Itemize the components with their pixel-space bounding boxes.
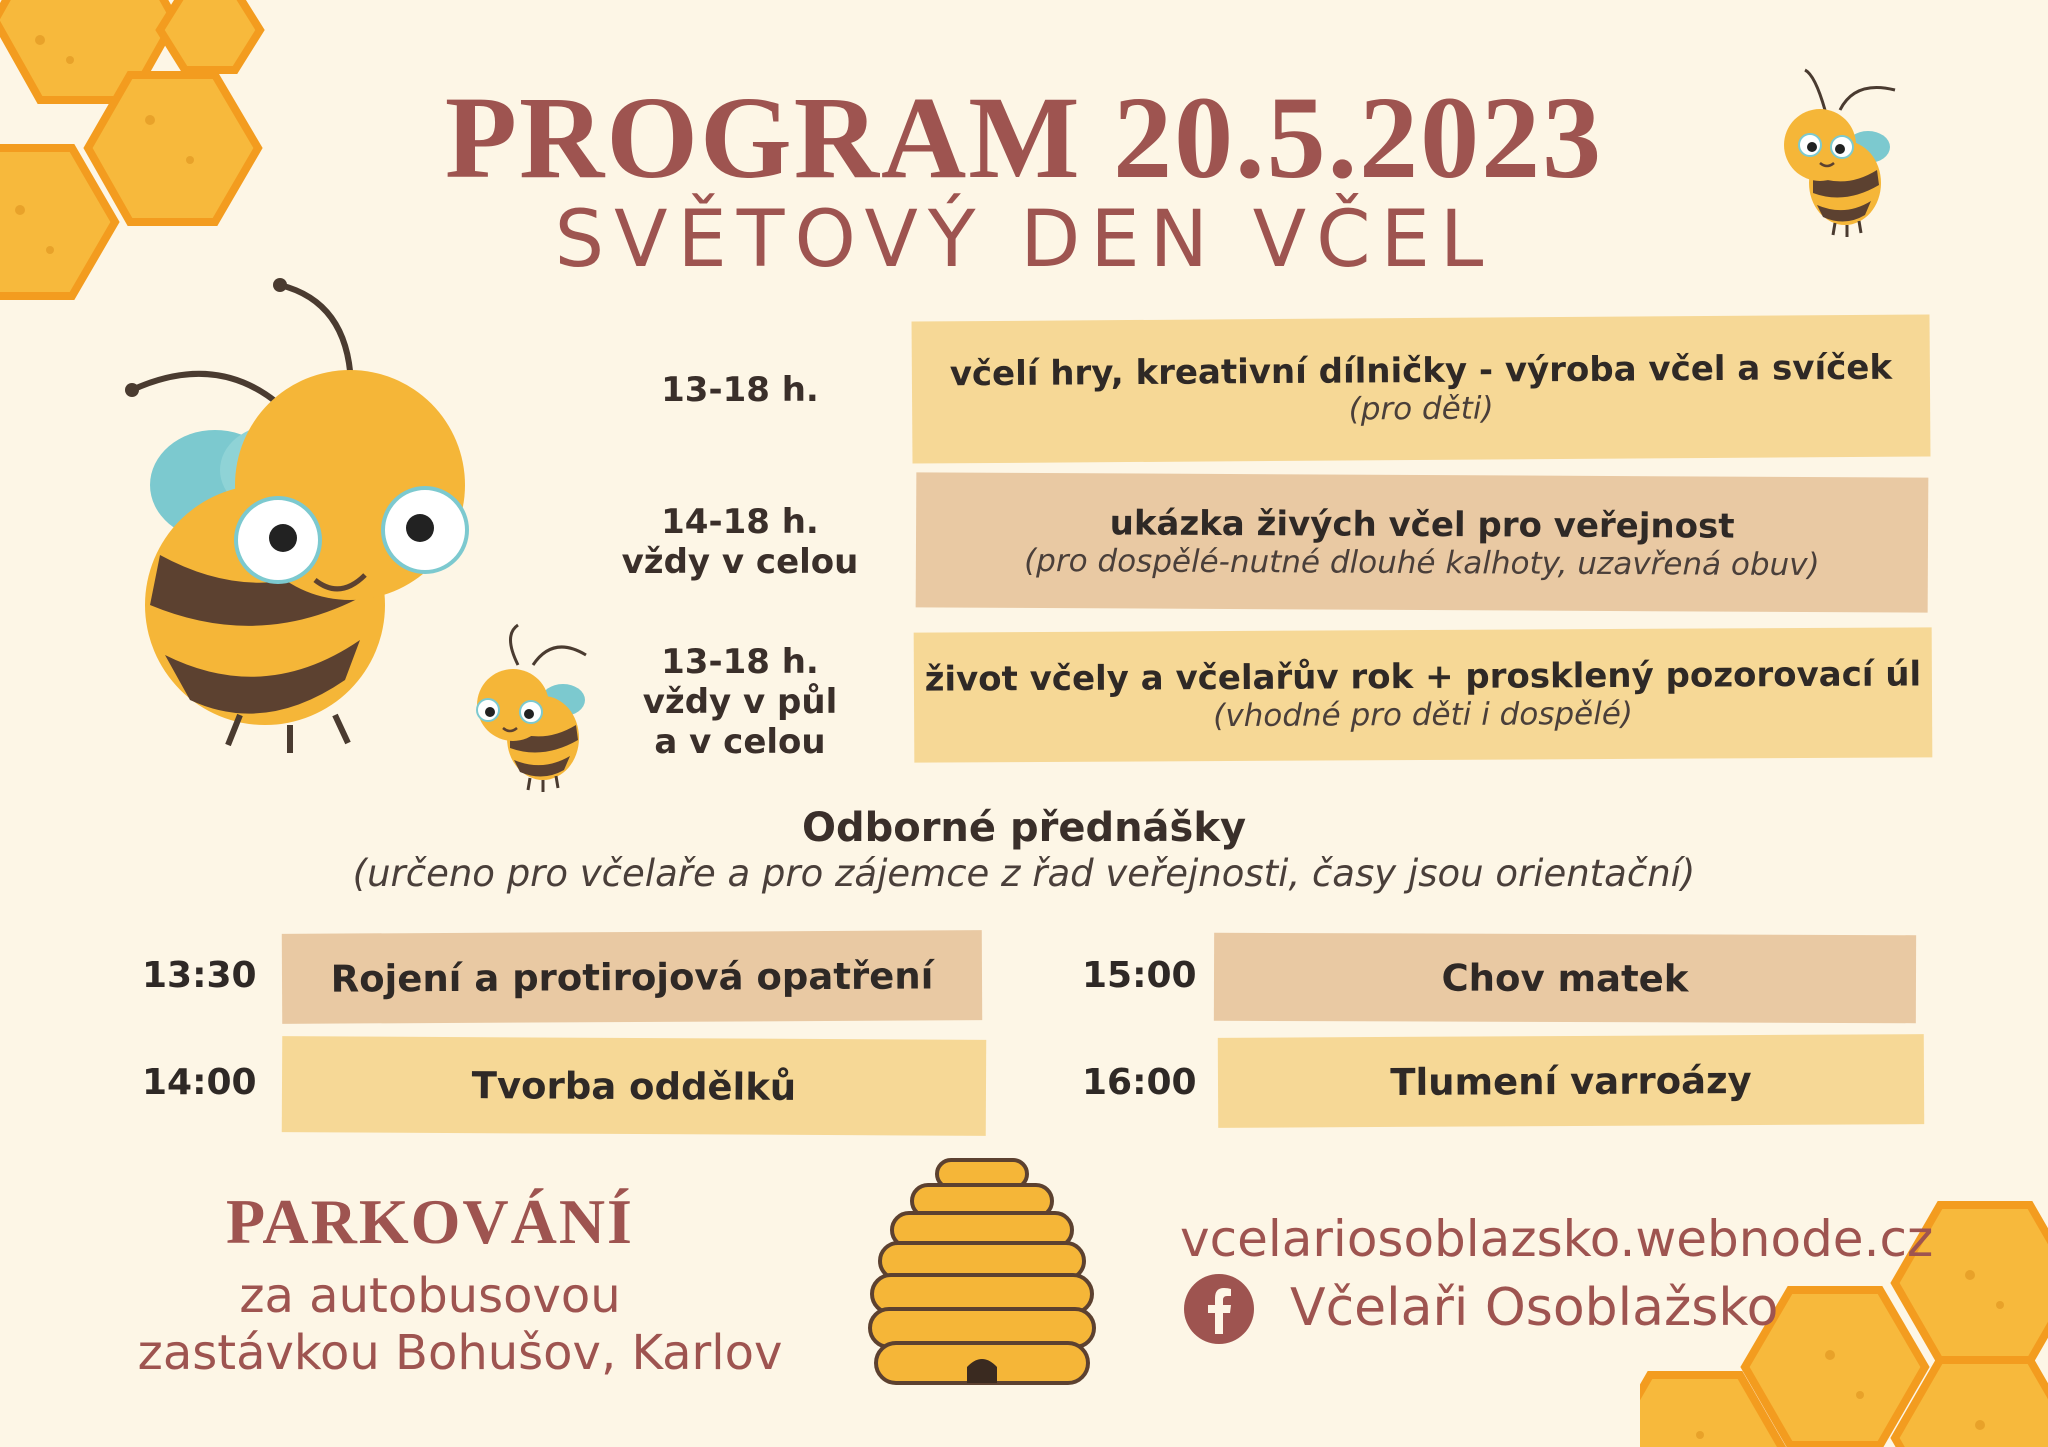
bee-icon-large [120, 275, 480, 755]
schedule-activity-1: včelí hry, kreativní dílničky - výroba včel a svíček [949, 347, 1893, 395]
lecture-time-1: 13:30 [142, 955, 257, 996]
lecture-topic-3: Chov matek [1214, 933, 1916, 1023]
lecture-time-4: 16:00 [1082, 1062, 1197, 1103]
facebook-page-name[interactable]: Včelaři Osoblažsko [1290, 1278, 1779, 1338]
schedule-note-1: (pro děti) [1348, 390, 1494, 428]
schedule-activity-3: život včely a včelařův rok + prosklený pozorovací úl [924, 654, 1922, 700]
schedule-note-3: (vhodné pro děti i dospělé) [1213, 695, 1634, 735]
schedule-note-2: (pro dospělé-nutné dlouhé kalhoty, uzavřená obuv) [1024, 542, 1820, 583]
parking-line-1: za autobusovou [239, 1268, 621, 1324]
lectures-note: (určeno pro včelaře a pro zájemce z řad veřejnosti, časy jsou orientační) [352, 852, 1696, 895]
bee-icon-small [458, 620, 598, 795]
schedule-time-1 [610, 370, 870, 410]
lecture-topic-1: Rojení a protirojová opatření [282, 930, 982, 1024]
lectures-title: Odborné přednášky [801, 805, 1247, 851]
schedule-time-3-line2: vždy v půl [642, 682, 838, 722]
schedule-box-1 [912, 314, 1931, 463]
schedule-time-1-line1: 13-18 h. [661, 370, 819, 410]
schedule-time-3 [610, 642, 870, 762]
lecture-time-2: 14:00 [142, 1062, 257, 1103]
bee-icon-top-right [1765, 65, 1905, 240]
lecture-topic-2: Tvorba oddělků [282, 1036, 986, 1136]
schedule-time-2-line1: 14-18 h. [661, 502, 819, 542]
lecture-time-3: 15:00 [1082, 955, 1197, 996]
schedule-time-3-line1: 13-18 h. [661, 642, 819, 682]
schedule-box-3 [914, 627, 1933, 762]
schedule-activity-2: ukázka živých včel pro veřejnost [1109, 502, 1735, 547]
schedule-box-2 [916, 472, 1929, 612]
beehive-icon [862, 1155, 1102, 1405]
schedule-time-3-line3: a v celou [654, 722, 826, 762]
schedule-time-2-line2: vždy v celou [621, 542, 859, 582]
website-link[interactable]: vcelariosoblazsko.webnode.cz [1180, 1210, 1934, 1268]
parking-title: PARKOVÁNÍ [226, 1186, 634, 1257]
schedule-time-2 [610, 502, 870, 582]
lecture-topic-4: Tlumení varroázy [1218, 1034, 1924, 1128]
page-title: PROGRAM 20.5.2023 [444, 72, 1604, 203]
parking-line-2: zastávkou Bohušov, Karlov [137, 1325, 783, 1381]
page-subtitle: SVĚTOVÝ DEN VČEL [554, 195, 1494, 285]
facebook-icon[interactable] [1182, 1272, 1256, 1346]
